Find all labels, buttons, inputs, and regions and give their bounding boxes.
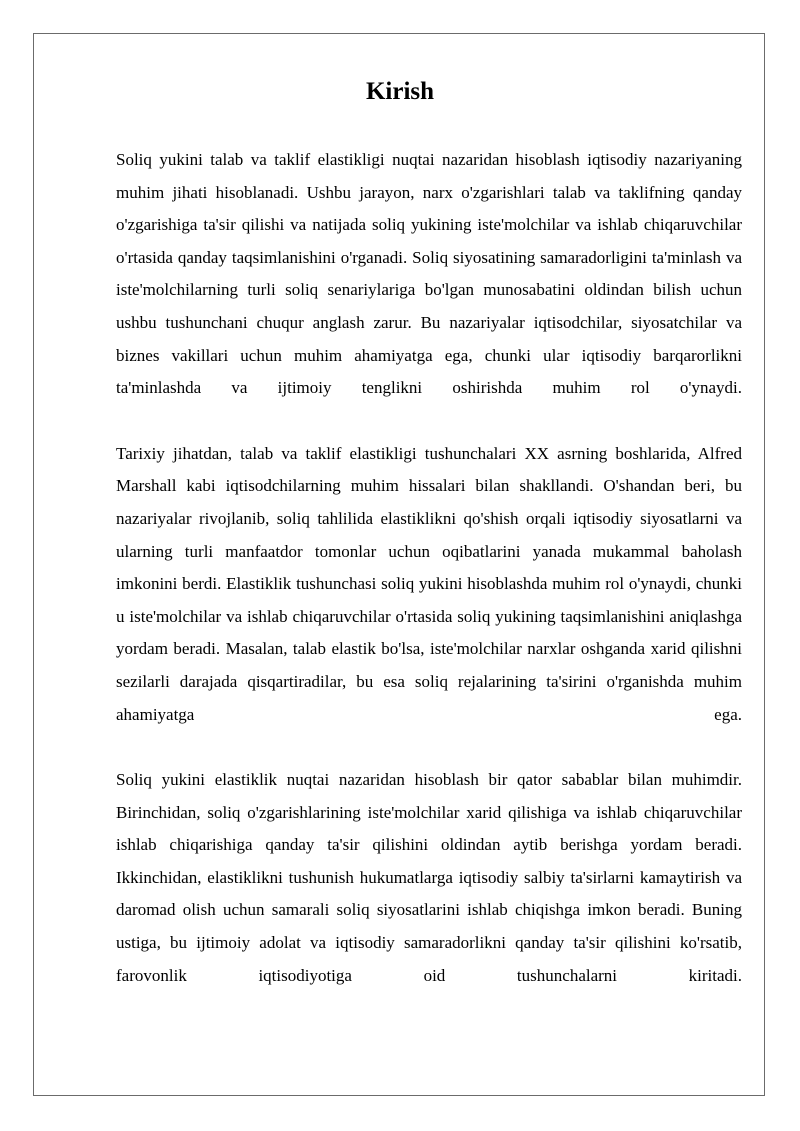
paragraph-history: Tarixiy jihatdan, talab va taklif elastikligi tushunchalari XX asrning boshlarida, Alfred Marshall kabi iqtisodchilarning muhim hissalari bilan shakllandi. O'shandan beri, bu nazariyalar rivojlanib, soliq tahlilida elastiklikni qo'shish orqali iqtisodiy siyosatlarni va ularning turli manfaatdor tomonlar uchun oqibatlarini yanada mukammal baholash imkonini berdi. Elastiklik tushunchasi soliq yukini hisoblashda muhim rol o'ynaydi, chunki u iste'molchilar va ishlab chiqaruvchilar o'rtasida soliq yukining taqsimlanishini aniqlashga yordam beradi. Masalan, talab elastik bo'lsa, iste'molchilar narxlar oshganda xarid qilishni sezilarli darajada qisqartiradilar, bu esa soliq rejalarining ta'sirini o'rganishda muhim ahamiyatga ega. <box>116 443 742 724</box>
document-body <box>116 144 742 992</box>
page-title: Kirish <box>365 78 435 105</box>
paragraph-introduction: Soliq yukini talab va taklif elastikligi nuqtai nazaridan hisoblash iqtisodiy nazariyaning muhim jihati hisoblanadi. Ushbu jarayon, narx o'zgarishlari talab va taklifning qanday o'zgarishiga ta'sir qilishi va natijada soliq yukining iste'molchilar va ishlab chiqaruvchilar o'rtasida qanday taqsimlanishini o'rganadi. Soliq siyosatining samaradorligini ta'minlash va iste'molchilarning turli soliq senariylariga bo'lgan munosabatini oldindan bilish uchun ushbu tushunchani chuqur anglash zarur. Bu nazariyalar iqtisodchilar, siyosatchilar va biznes vakillari uchun muhim ahamiyatga ega, chunki ular iqtisodiy barqarorlikni ta'minlashda va ijtimoiy tenglikni oshirishda muhim rol o'ynaydi. <box>116 150 742 398</box>
paragraph-importance: Soliq yukini elastiklik nuqtai nazaridan hisoblash bir qator sabablar bilan muhimdir. Birinchidan, soliq o'zgarishlarining iste'molchilar xarid qilishiga va ishlab chiqaruvchilar ishlab chiqarishiga qanday ta'sir qilishini oldindan aytib berishga yordam beradi. Ikkinchidan, elastiklikni tushunish hukumatlarga iqtisodiy salbiy ta'sirlarni kamaytirish va daromad olish uchun samarali soliq siyosatlarini ishlab chiqishga imkon beradi. Buning ustiga, bu ijtimoiy adolat va iqtisodiy samaradorlikni qanday ta'sir qilishini ko'rsatib, farovonlik iqtisodiyotiga oid tushunchalarni kiritadi. <box>116 770 742 985</box>
